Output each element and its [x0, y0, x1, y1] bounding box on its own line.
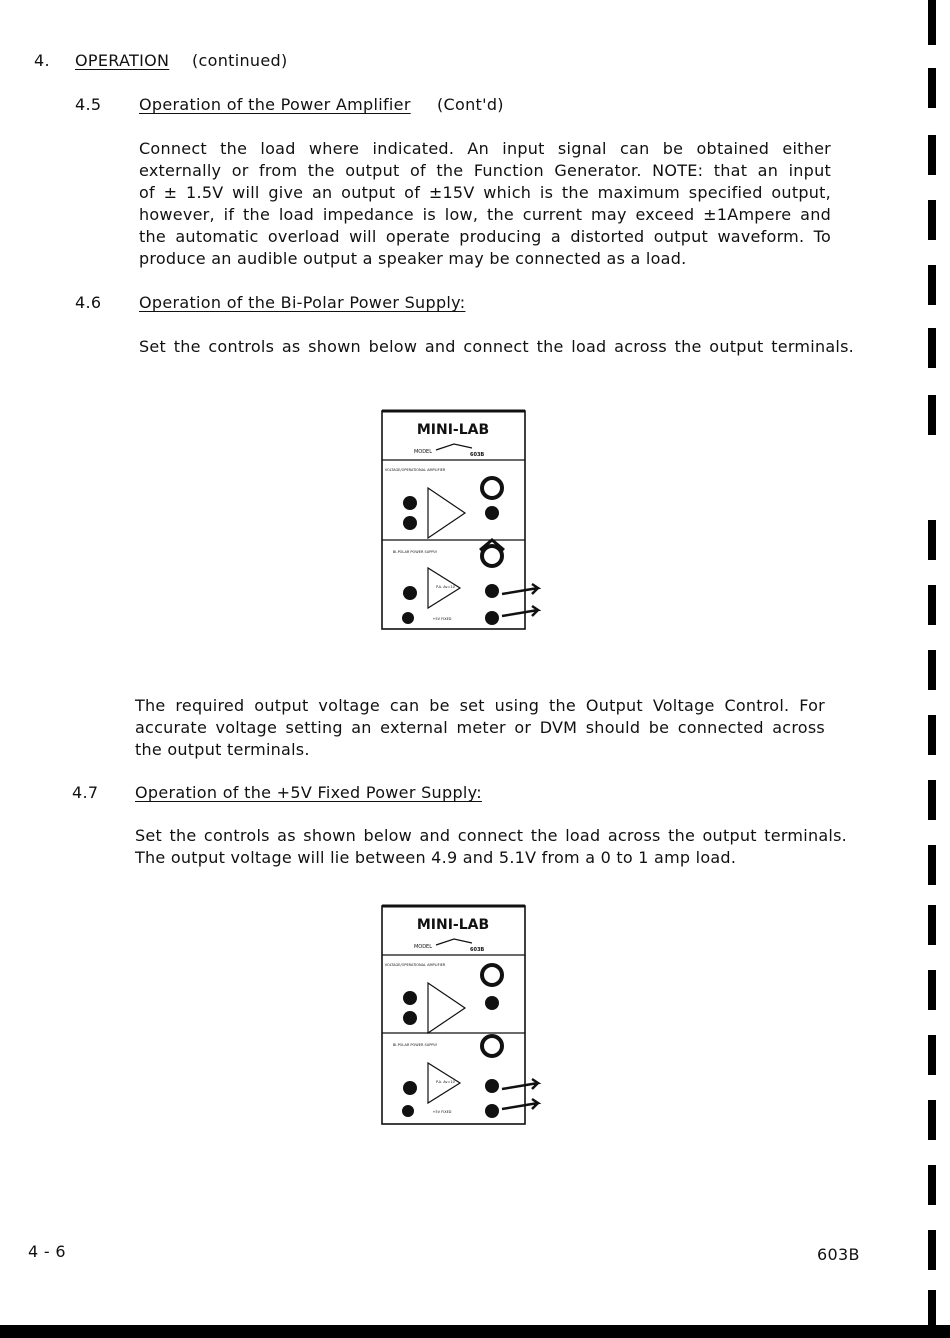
paragraph-line: Set the controls as shown below and connect the load across the output terminals. [135, 826, 847, 845]
panel-fixed-label: +5V FIXED [432, 617, 452, 621]
opamp-icon [428, 983, 465, 1033]
panel-logo-icon [436, 939, 472, 945]
paragraph-line: accurate voltage setting an external meter or DVM should be connected across [135, 718, 825, 737]
paragraph-line: the output terminals. [135, 740, 310, 759]
panel-model-number: 603B [470, 947, 485, 953]
binding-mark [928, 0, 936, 45]
load-arrow-icon [502, 1079, 538, 1089]
binding-mark [928, 845, 936, 885]
load-arrow-icon [502, 606, 538, 616]
section-number: 4.7 [72, 783, 99, 802]
binding-mark [928, 715, 936, 755]
voltage-knob-icon [482, 546, 502, 566]
section-number: 4.5 [75, 95, 102, 114]
paragraph-line: The required output voltage can be set using the Output Voltage Control. For [135, 696, 825, 715]
opamp-icon [428, 488, 465, 538]
input-terminal-icon [403, 496, 417, 510]
binding-mark [928, 68, 936, 108]
binding-mark [928, 265, 936, 305]
paragraph-line: externally or from the output of the Function Generator. NOTE: that an input [139, 161, 831, 180]
minilab-panel-diagram [370, 903, 560, 1133]
output-terminal-icon [485, 1079, 499, 1093]
output-terminal-icon [485, 506, 499, 520]
page-number: 4 - 6 [28, 1242, 66, 1261]
binding-mark [928, 970, 936, 1010]
section-heading: Operation of the +5V Fixed Power Supply: [135, 783, 482, 802]
binding-mark [928, 520, 936, 560]
panel-pa-label: P.A. Av=10 [436, 585, 455, 589]
output-terminal-icon [485, 1104, 499, 1118]
input-terminal-icon [403, 991, 417, 1005]
binding-mark [928, 650, 936, 690]
header-suffix: (continued) [192, 51, 288, 70]
binding-mark [928, 135, 936, 175]
gain-knob-icon [482, 478, 502, 498]
output-terminal-icon [485, 584, 499, 598]
bottom-edge-rule [0, 1325, 950, 1338]
paragraph-line: the automatic overload will operate producing a distorted output waveform. To [139, 227, 831, 246]
panel-model-number: 603B [470, 452, 485, 458]
panel-model-label: MODEL [413, 944, 432, 950]
header-number: 4. [34, 51, 50, 70]
section-paragraph [139, 336, 854, 358]
binding-mark [928, 1100, 936, 1140]
gain-knob-icon [482, 965, 502, 985]
load-arrow-icon [502, 584, 538, 594]
panel-model-label: MODEL [413, 449, 432, 455]
input-terminal-icon [403, 1081, 417, 1095]
panel-title: MINI-LAB [416, 422, 490, 438]
binding-mark [928, 395, 936, 435]
section-paragraph [135, 825, 847, 869]
header-title: OPERATION [75, 51, 170, 70]
section-number: 4.6 [75, 293, 102, 312]
input-terminal-icon [403, 1011, 417, 1025]
paragraph-line: Set the controls as shown below and connect the load across the output terminals. [139, 337, 854, 356]
paragraph-line: The output voltage will lie between 4.9 and 5.1V from a 0 to 1 amp load. [135, 848, 737, 867]
panel-pa-label: P.A. Av=10 [436, 1080, 455, 1084]
binding-mark [928, 328, 936, 368]
binding-mark [928, 905, 936, 945]
section-heading: Operation of the Bi-Polar Power Supply: [139, 293, 466, 312]
document-id: 603B [817, 1245, 860, 1264]
section-heading-suffix: (Cont'd) [437, 95, 504, 114]
paragraph-line: of ± 1.5V will give an output of ±15V which is the maximum specified output, [139, 183, 831, 202]
paragraph-line: produce an audible output a speaker may be connected as a load. [139, 249, 687, 268]
panel-logo-icon [436, 444, 472, 450]
output-terminal-icon [485, 611, 499, 625]
ground-terminal-icon [402, 612, 414, 624]
binding-mark [928, 1230, 936, 1270]
panel-section1-label: VOLTAGE/OPERATIONAL AMPLIFIER [384, 468, 446, 472]
paragraph-line: however, if the load impedance is low, the current may exceed ±1Ampere and [139, 205, 831, 224]
section-paragraph [139, 138, 831, 270]
binding-mark [928, 1165, 936, 1205]
panel-fixed-label: +5V FIXED [432, 1110, 452, 1114]
ground-terminal-icon [402, 1105, 414, 1117]
panel-section2-label: BI-POLAR POWER SUPPLY [392, 550, 438, 554]
minilab-panel-diagram [370, 408, 560, 638]
binding-mark [928, 1035, 936, 1075]
panel-section2-label: BI-POLAR POWER SUPPLY [392, 1043, 438, 1047]
section-heading: Operation of the Power Amplifier [139, 95, 411, 114]
binding-mark [928, 200, 936, 240]
output-terminal-icon [485, 996, 499, 1010]
panel-title: MINI-LAB [416, 917, 490, 933]
panel-section1-label: VOLTAGE/OPERATIONAL AMPLIFIER [384, 963, 446, 967]
binding-mark [928, 1290, 936, 1325]
paragraph-line: Connect the load where indicated. An input signal can be obtained either [139, 139, 831, 158]
load-arrow-icon [502, 1099, 538, 1109]
section-paragraph [135, 695, 825, 761]
input-terminal-icon [403, 516, 417, 530]
binding-mark [928, 585, 936, 625]
input-terminal-icon [403, 586, 417, 600]
voltage-knob-icon [482, 1036, 502, 1056]
binding-mark [928, 780, 936, 820]
